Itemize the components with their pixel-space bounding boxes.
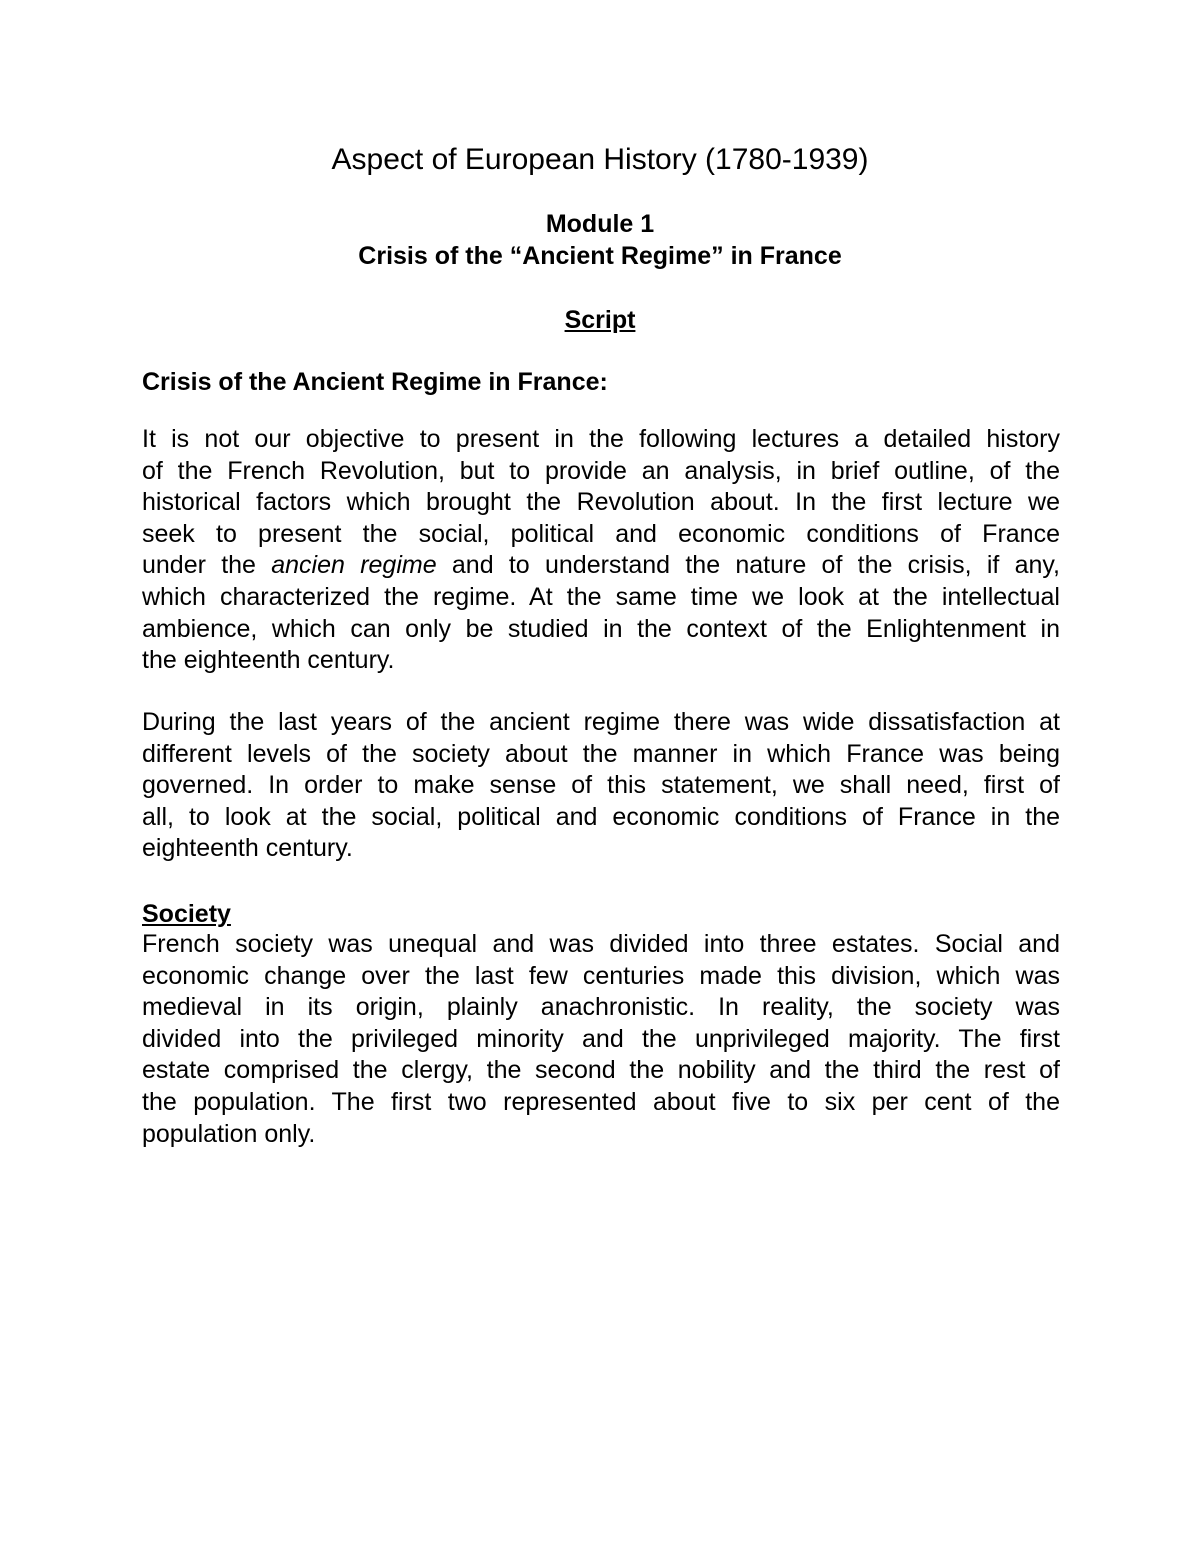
society-heading: Society (142, 900, 231, 928)
paragraph-line: ambience, which can only be studied in the context of the Enlightenment in (142, 614, 1060, 643)
module-number: Module 1 (545, 210, 655, 238)
paragraph-line: seek to present the social, political and economic conditions of France (142, 519, 1060, 548)
paragraph-line-with-italic (142, 550, 1060, 582)
module-heading (0, 208, 1200, 272)
paragraph-intro (142, 424, 1060, 677)
paragraph-line: all, to look at the social, political and economic conditions of France in the (142, 802, 1060, 831)
paragraph-line: which characterized the regime. At the same time we look at the intellectual (142, 582, 1060, 611)
line-text-after: and to understand the nature of the crisis, if any, (436, 551, 1061, 580)
document-title: Aspect of European History (1780-1939) (331, 143, 869, 176)
paragraph-line: the population. The first two represented about five to six per cent of the (142, 1087, 1060, 1116)
paragraph-line: It is not our objective to present in the following lectures a detailed history (142, 425, 1060, 453)
paragraph-line: economic change over the last few centuries made this division, which was (142, 961, 1060, 990)
paragraph-line: During the last years of the ancient regime there was wide dissatisfaction at (142, 708, 1060, 736)
paragraph-line: medieval in its origin, plainly anachronistic. In reality, the society was (142, 993, 1060, 1022)
line-text-before: under the (142, 551, 272, 580)
paragraph-line: governed. In order to make sense of this statement, we shall need, first of (142, 771, 1060, 800)
paragraph-line: the eighteenth century. (142, 646, 395, 675)
paragraph-line: of the French Revolution, but to provide an analysis, in brief outline, of the (142, 456, 1060, 485)
section-heading: Crisis of the Ancient Regime in France: (142, 368, 608, 396)
module-subtitle: Crisis of the “Ancient Regime” in France (358, 242, 842, 270)
paragraph-society (142, 929, 1060, 1150)
paragraph-line: estate comprised the clergy, the second the nobility and the third the rest of (142, 1056, 1060, 1085)
paragraph-line: French society was unequal and was divided into three estates. Social and (142, 930, 1060, 958)
italic-term: ancien regime (271, 551, 437, 580)
script-heading: Script (564, 306, 636, 334)
paragraph-dissatisfaction (142, 707, 1060, 865)
paragraph-line: population only. (142, 1119, 316, 1148)
paragraph-line: eighteenth century. (142, 834, 353, 863)
paragraph-line: different levels of the society about the manner in which France was being (142, 739, 1060, 768)
paragraph-line: historical factors which brought the Revolution about. In the first lecture we (142, 488, 1060, 517)
paragraph-line: divided into the privileged minority and the unprivileged majority. The first (142, 1024, 1060, 1053)
